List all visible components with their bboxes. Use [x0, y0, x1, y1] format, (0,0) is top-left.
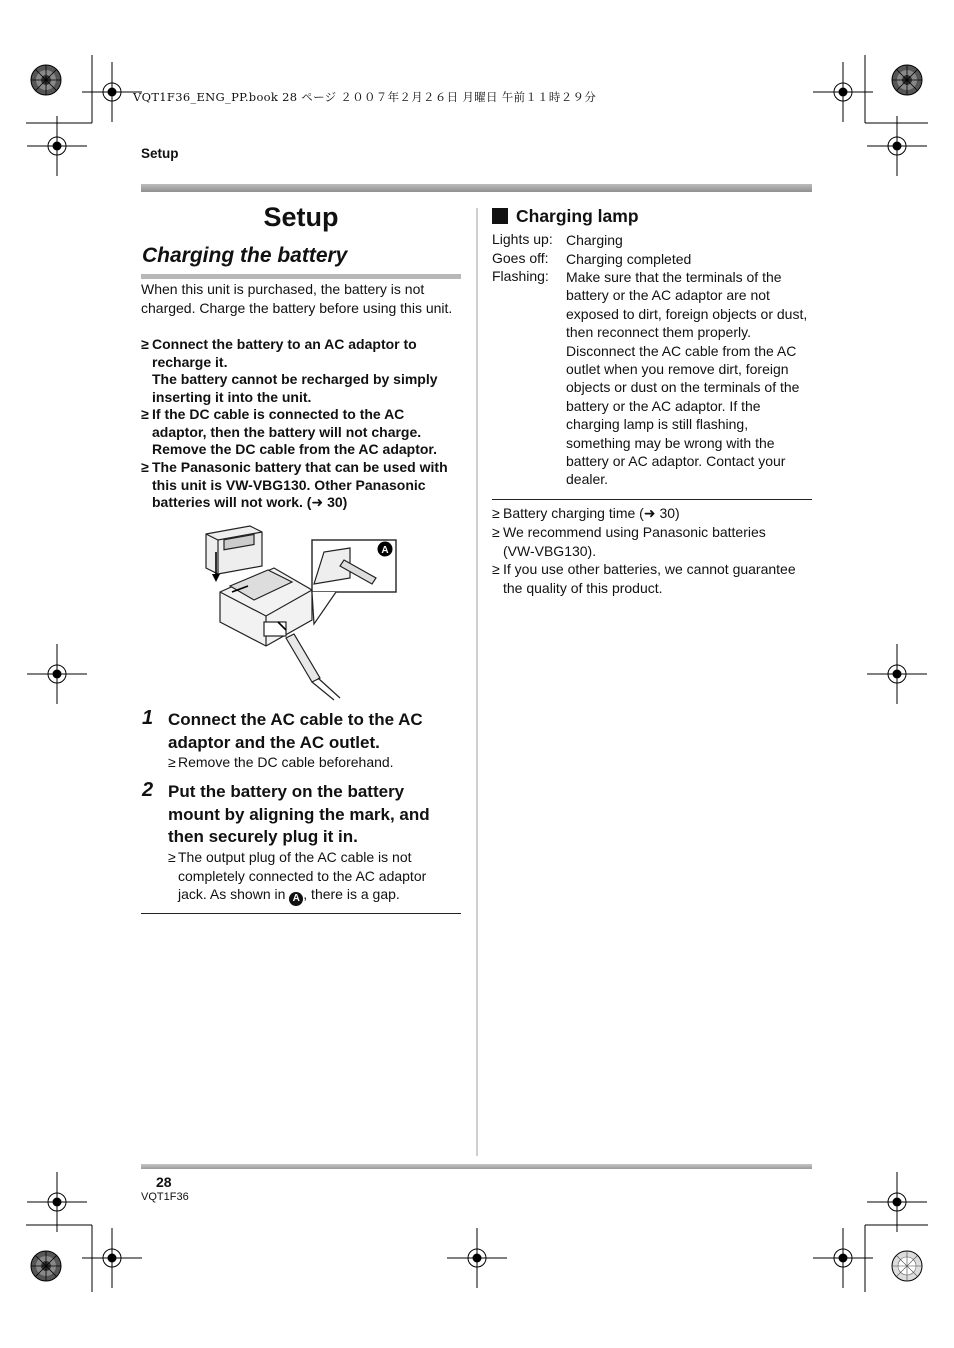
- lamp-state-value: Charging: [566, 232, 623, 248]
- lamp-state-key: Flashing:: [492, 268, 549, 284]
- callout-a-icon: A: [289, 892, 303, 906]
- lamp-state-key: Goes off:: [492, 250, 549, 266]
- page-title: Setup: [263, 202, 339, 232]
- charging-lamp-heading: Charging lamp: [492, 206, 639, 227]
- list-item: ≥ If the DC cable is connected to the AC adaptor, then the battery will not charge. Remove the DC cable from the AC adaptor.: [141, 406, 437, 457]
- column-divider: [476, 208, 478, 1156]
- list-item: ≥ Battery charging time (➜ 30): [492, 505, 680, 521]
- callout-a-label: A: [381, 545, 389, 556]
- list-item: ≥ We recommend using Panasonic batteries (VW-VBG130).: [492, 524, 766, 559]
- lamp-state-value: Charging completed: [566, 251, 692, 267]
- lamp-state-value: Make sure that the terminals of the battery or the AC adaptor are not exposed to dirt, foreign objects or dust, then reconnect them properly. Disconnect the AC cable from the AC outlet when you remove dirt, foreign objects or dust on the terminals of the battery or the AC adaptor. If the charging lamp is still flashing, something may be wrong with the battery or AC adaptor. Contact your dealer.: [566, 269, 808, 488]
- print-info-line: VQT1F36_ENG_PP.book 28 ページ ２００７年２月２６日 月曜日 午前１１時２９分: [133, 90, 597, 104]
- step-note: ≥ Remove the DC cable beforehand.: [168, 754, 394, 770]
- square-bullet-icon: [492, 208, 508, 224]
- list-item: ≥ The Panasonic battery that can be used with this unit is VW-VBG130. Other Panasonic batteries will not work. (➜ 30): [141, 459, 448, 510]
- step-number: 1: [142, 707, 154, 729]
- intro-paragraph: When this unit is purchased, the battery is not charged. Charge the battery before using this unit.: [141, 281, 453, 316]
- lamp-state-key: Lights up:: [492, 231, 553, 247]
- right-note-rule: [492, 499, 812, 500]
- step-title: Put the battery on the battery mount by aligning the mark, and then securely plug it in.: [168, 782, 430, 846]
- left-end-rule: [141, 913, 461, 914]
- step-title: Connect the AC cable to the AC adaptor and the AC outlet.: [168, 710, 423, 752]
- subtitle-rule: [141, 274, 461, 279]
- top-divider-bar: [141, 184, 812, 192]
- list-item: ≥ Connect the battery to an AC adaptor to recharge it. The battery cannot be recharged by simply inserting it into the unit.: [141, 336, 438, 405]
- model-code: VQT1F36: [141, 1191, 189, 1203]
- page-number: 28: [156, 1174, 172, 1190]
- section-header: Setup: [141, 146, 179, 161]
- section-subtitle: Charging the battery: [142, 244, 348, 267]
- charger-illustration: [200, 522, 400, 704]
- bottom-divider-bar: [141, 1164, 812, 1169]
- list-item: ≥ If you use other batteries, we cannot guarantee the quality of this product.: [492, 561, 796, 596]
- step-note: ≥ The output plug of the AC cable is not completely connected to the AC adaptor jack. As shown in A , there is a gap.: [168, 849, 427, 904]
- step-number: 2: [142, 779, 154, 801]
